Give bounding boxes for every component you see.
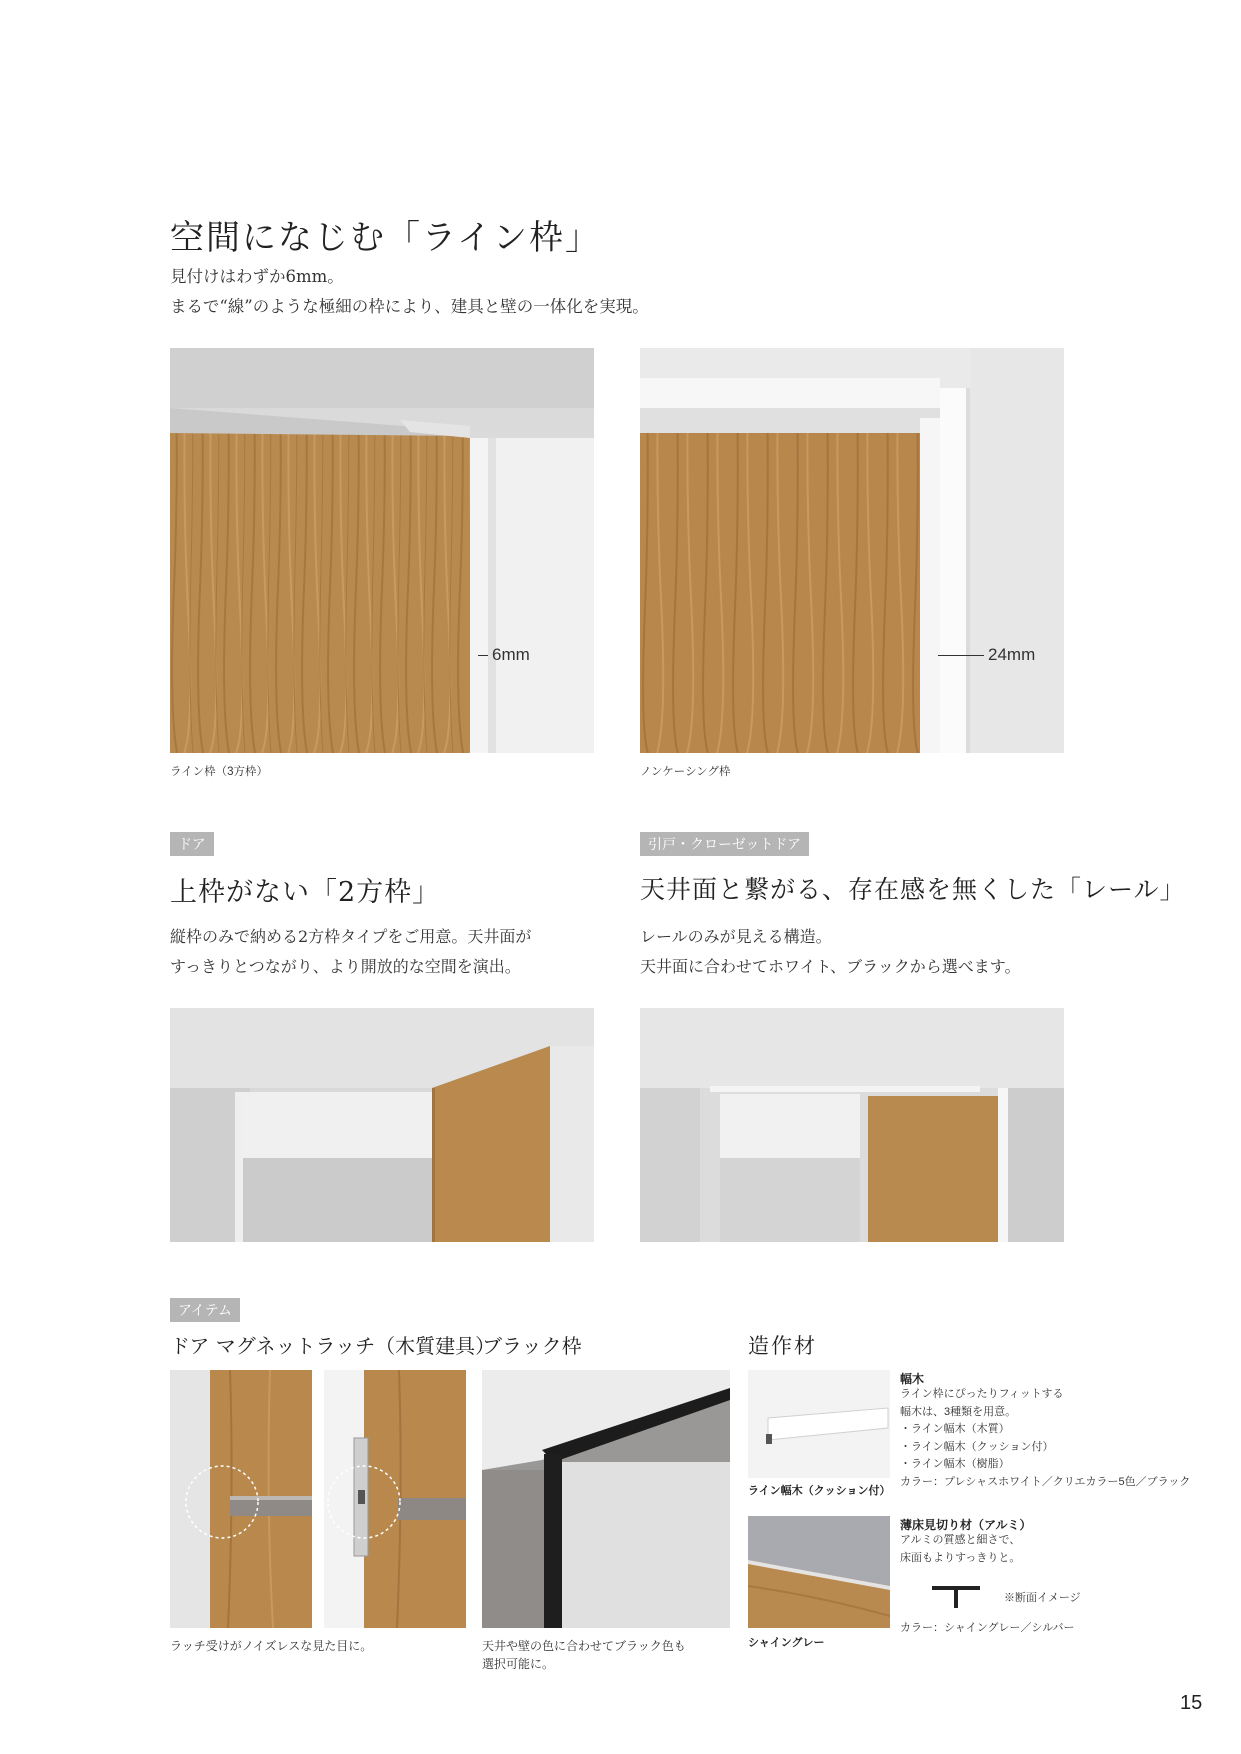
page-title: 空間になじむ「ライン枠」 (170, 218, 601, 258)
two-sided-frame-photo (170, 1008, 594, 1242)
habaki-line-5: ・ライン幅木（樹脂） (900, 1458, 1010, 1470)
line-frame-photo (170, 348, 594, 753)
sliding-line-1: レールのみが見える構造。 (640, 927, 832, 946)
black-frame-caption-2: 選択可能に。 (482, 1656, 555, 1671)
black-frame-caption-1: 天井や壁の色に合わせてブラック色も (482, 1639, 686, 1653)
black-frame-caption (482, 1638, 686, 1673)
door-line-2: すっきりとつながり、より開放的な空間を演出。 (170, 957, 521, 976)
measure-24mm-label: 24mm (988, 645, 1036, 664)
threshold-title: 薄床見切り材（アルミ） (900, 1518, 1032, 1532)
non-casing-caption: ノンケーシング枠 (640, 766, 731, 778)
page-number: 15 (1180, 1692, 1203, 1714)
habaki-title: 幅木 (900, 1372, 925, 1386)
latch-photo-2 (324, 1370, 466, 1628)
sliding-text (640, 922, 1020, 982)
threshold-caption: シャイングレー (748, 1637, 825, 1649)
threshold-color: カラー：シャイングレー／シルバー (900, 1622, 1075, 1634)
threshold-section-note: ※断面イメージ (1004, 1592, 1081, 1604)
items-tag: アイテム (170, 1298, 240, 1322)
baseboard-photo (748, 1370, 890, 1478)
rail-photo (640, 1008, 1064, 1242)
door-tag: ドア (170, 832, 214, 856)
line-frame-caption: ライン枠（3方枠） (170, 766, 269, 778)
threshold-line-2: 床面もよりすっきりと。 (900, 1551, 1021, 1564)
door-text (170, 922, 531, 982)
sliding-line-2: 天井面に合わせてホワイト、ブラックから選べます。 (640, 957, 1021, 976)
intro-line-1: 見付けはわずか6mm。 (170, 267, 344, 286)
threshold-text (900, 1532, 1020, 1567)
threshold-line-1: アルミの質感と細さで、 (900, 1534, 1021, 1546)
line-frame-illustration (170, 348, 594, 753)
threshold-illustration (748, 1516, 890, 1628)
habaki-line-1: ライン枠にぴったりフィットする (900, 1388, 1064, 1400)
measure-tick-6mm (478, 655, 488, 656)
habaki-line-3: ・ライン幅木（木質） (900, 1423, 1010, 1435)
non-casing-photo (640, 348, 1064, 753)
intro-text (170, 262, 649, 322)
baseboard-caption: ライン幅木（クッション付） (748, 1485, 891, 1497)
habaki-line-6: カラー：プレシャスホワイト／クリエカラー5色／ブラック (900, 1475, 1191, 1488)
habaki-text (900, 1386, 1190, 1491)
door-line-1: 縦枠のみで納める2方枠タイプをご用意。天井面が (170, 927, 532, 946)
non-casing-illustration (640, 348, 1064, 753)
black-frame-photo (482, 1370, 730, 1628)
door-title: 上枠がない「2方枠」 (170, 877, 441, 908)
latch-caption: ラッチ受けがノイズレスな見た目に。 (170, 1639, 373, 1653)
measure-6mm-label: 6mm (492, 645, 530, 664)
sliding-tag: 引戸・クローゼットドア (640, 832, 809, 856)
latch-illustration-2 (324, 1370, 466, 1628)
latch-title: ドア マグネットラッチ（木質建具） (170, 1334, 496, 1358)
two-sided-frame-illustration (170, 1008, 594, 1242)
zousaku-title: 造作材 (748, 1334, 817, 1358)
rail-illustration (640, 1008, 1064, 1242)
baseboard-illustration (748, 1370, 890, 1478)
black-frame-title: ブラック枠 (482, 1334, 582, 1358)
latch-photo-1 (170, 1370, 312, 1628)
habaki-line-2: 幅木は、3種類を用意。 (900, 1405, 1017, 1418)
threshold-section-icon (930, 1582, 982, 1610)
measure-line-24mm (938, 655, 984, 656)
sliding-title: 天井面と繋がる、存在感を無くした「レール」 (640, 875, 1186, 904)
latch-illustration-1 (170, 1370, 312, 1628)
intro-line-2: まるで“線”のような極細の枠により、建具と壁の一体化を実現。 (170, 297, 649, 316)
threshold-photo (748, 1516, 890, 1628)
habaki-line-4: ・ライン幅木（クッション付） (900, 1440, 1054, 1453)
black-frame-illustration (482, 1370, 730, 1628)
